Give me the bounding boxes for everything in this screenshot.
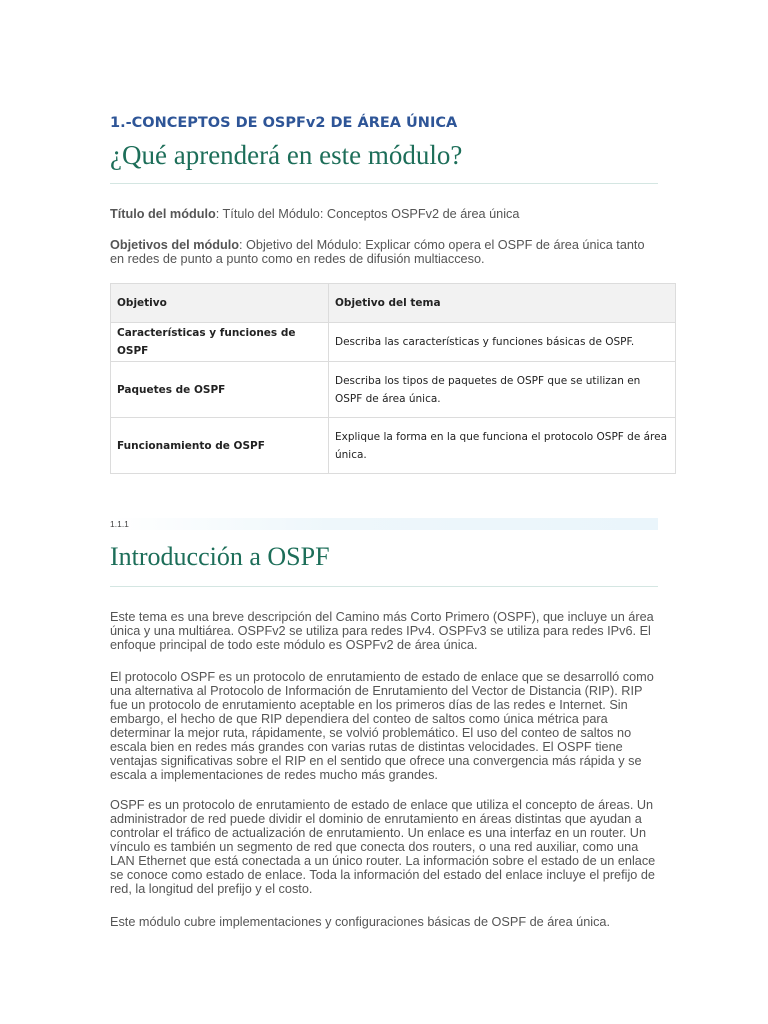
table-header-objective: Objetivo	[111, 284, 329, 323]
module-objectives-value: : Objetivo del Módulo: Explicar cómo opera el OSPF de área única tanto en redes de punto a punto como en redes de difusión multiacceso.	[110, 238, 645, 266]
paragraph-ospf-areas: OSPF es un protocolo de enrutamiento de estado de enlace que utiliza el concepto de áreas. Un administrador de red puede dividir el dominio de enrutamiento en áreas distintas que ayudan a controlar el tráfico de actualización de enrutamiento. Un enlace es una interfaz en un router. Un vínculo es también un segmento de red que conecta dos routers, o una red auxiliar, como una LAN Ethernet que está conectada a un único router. La información sobre el estado de un enlace se conoce como estado de enlace. Toda la información del estado del enlace incluye el prefijo de red, la longitud del prefijo y el costo.	[110, 798, 656, 896]
module-title-line	[110, 207, 658, 221]
module-title: ¿Qué aprenderá en este módulo?	[110, 140, 463, 170]
section-heading: 1.-CONCEPTOS DE OSPFv2 DE ÁREA ÚNICA	[110, 115, 458, 131]
title-divider	[110, 183, 658, 184]
table-cell-topic-objective: Describa las características y funciones básicas de OSPF.	[329, 323, 676, 362]
table-row	[111, 323, 676, 362]
table-cell-objective: Paquetes de OSPF	[111, 362, 329, 418]
table-header-row	[111, 284, 676, 323]
table-header-topic-objective: Objetivo del tema	[329, 284, 676, 323]
paragraph-intro: Este tema es una breve descripción del Camino más Corto Primero (OSPF), que incluye un área única y una multiárea. OSPFv2 se utiliza para redes IPv4. OSPFv3 se utiliza para redes IPv6. El enfoque principal de todo este módulo es OSPFv2 de área única.	[110, 610, 654, 652]
topic-title: Introducción a OSPF	[110, 542, 330, 571]
table-row	[111, 418, 676, 474]
topic-divider	[110, 586, 658, 587]
paragraph-ospf-vs-rip: El protocolo OSPF es un protocolo de enrutamiento de estado de enlace que se desarrolló como una alternativa al Protocolo de Información de Enrutamiento del Vector de Distancia (RIP). RIP fue un protocolo de enrutamiento aceptable en los primeros días de las redes e Internet. Sin embargo, el hecho de que RIP dependiera del conteo de saltos como única métrica para determinar la mejor ruta, rápidamente, se volvió problemático. El uso del conteo de saltos no escala bien en redes más grandes con varias rutas de distintas velocidades. El OSPF tiene ventajas significativas sobre el RIP en el sentido que ofrece una convergencia más rápida y se escala a implementaciones de redes mucho más grandes.	[110, 670, 654, 782]
module-title-value: : Título del Módulo: Conceptos OSPFv2 de área única	[215, 207, 520, 221]
module-objectives-label: Objetivos del módulo	[110, 238, 239, 252]
module-title-label: Título del módulo	[110, 207, 216, 221]
table-row	[111, 362, 676, 418]
topic-number: 1.1.1	[110, 519, 129, 529]
table-cell-topic-objective: Describa los tipos de paquetes de OSPF que se utilizan en OSPF de área única.	[329, 362, 676, 418]
table-cell-topic-objective: Explique la forma en la que funciona el protocolo OSPF de área única.	[329, 418, 676, 474]
objectives-table	[110, 283, 676, 474]
table-cell-objective: Características y funciones de OSPF	[111, 323, 329, 362]
table-cell-objective: Funcionamiento de OSPF	[111, 418, 329, 474]
topic-number-band	[110, 518, 658, 530]
paragraph-module-scope: Este módulo cubre implementaciones y configuraciones básicas de OSPF de área única.	[110, 915, 611, 929]
module-objectives-line	[110, 238, 658, 266]
